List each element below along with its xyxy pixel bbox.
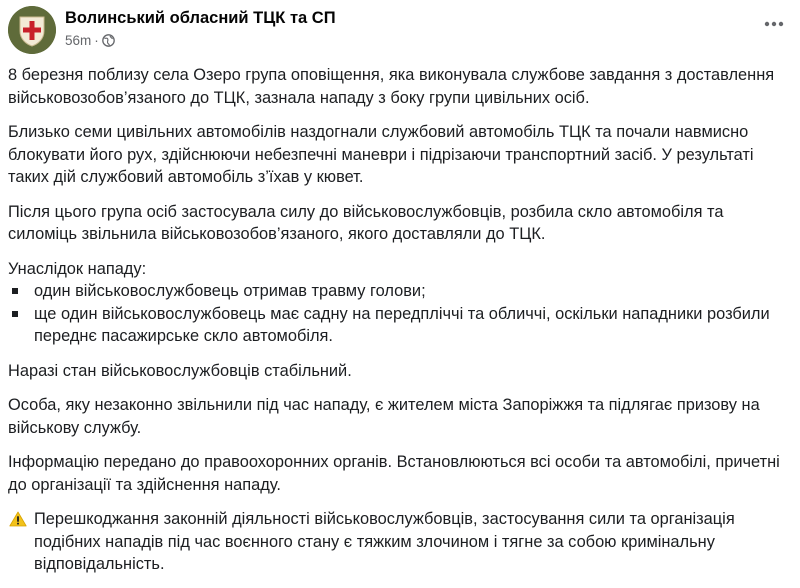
- warning-text: Перешкоджання законній діяльності військовослужбовців, застосування сили та організація подібних нападів під час воєнного стану є тяжким злочином і тягне за собою кримінальну відповідальність.: [34, 510, 735, 573]
- page-name[interactable]: Волинський обласний ТЦК та СП: [65, 9, 336, 27]
- paragraph-1: 8 березня поблизу села Озеро група оповіщення, яка виконувала службове завдання з доставлення військовозобов’язаного до ТЦК, зазнала нападу з боку групи цивільних осіб.: [8, 66, 775, 107]
- consequences-list: [8, 280, 790, 348]
- paragraph-warning: [8, 508, 790, 576]
- bullet-icon: [12, 288, 18, 294]
- post-time[interactable]: 56m: [65, 33, 92, 48]
- page-avatar[interactable]: [8, 6, 56, 54]
- paragraph-7: Інформацію передано до правоохоронних органів. Встановлюються всі особи та автомобілі, причетні до організації та здійснення нападу.: [8, 453, 780, 494]
- more-options-button[interactable]: [762, 12, 786, 36]
- list-item-text: один військовослужбовець отримав травму голови;: [34, 282, 426, 300]
- paragraph-2: Близько семи цивільних автомобілів наздогнали службовий автомобіль ТЦК та почали навмисно блокувати його рух, здійснюючи небезпечні маневри і підрізаючи транспортний засіб. У результаті таких дій службовий автомобіль з’їхав у кювет.: [8, 123, 754, 186]
- meta-separator: ·: [94, 33, 99, 48]
- bullet-icon: [12, 311, 18, 317]
- post-header: [8, 6, 792, 54]
- paragraph-5: Наразі стан військовослужбовців стабільний.: [8, 361, 352, 380]
- post-meta: [65, 33, 115, 48]
- warning-icon: [9, 511, 27, 527]
- post-body: [8, 64, 790, 588]
- list-item: [8, 303, 790, 348]
- globe-icon[interactable]: [102, 34, 115, 47]
- list-item: [8, 280, 790, 303]
- paragraph-6: Особа, яку незаконно звільнили під час нападу, є жителем міста Запоріжжя та підлягає призову на військову службу.: [8, 396, 760, 437]
- shield-cross-icon: [8, 6, 56, 54]
- list-item-text: ще один військовослужбовець має садну на передпліччі та обличчі, оскільки нападники розбили переднє пасажирське скло автомобіля.: [34, 304, 770, 345]
- paragraph-3: Після цього група осіб застосувала силу до військовослужбовців, розбила скло автомобіля та силоміць звільнила військовозобов’язаного, якого доставляли до ТЦК.: [8, 202, 724, 243]
- more-dots-icon: [764, 21, 784, 27]
- paragraph-consequences-intro: Унаслідок нападу:: [8, 259, 147, 278]
